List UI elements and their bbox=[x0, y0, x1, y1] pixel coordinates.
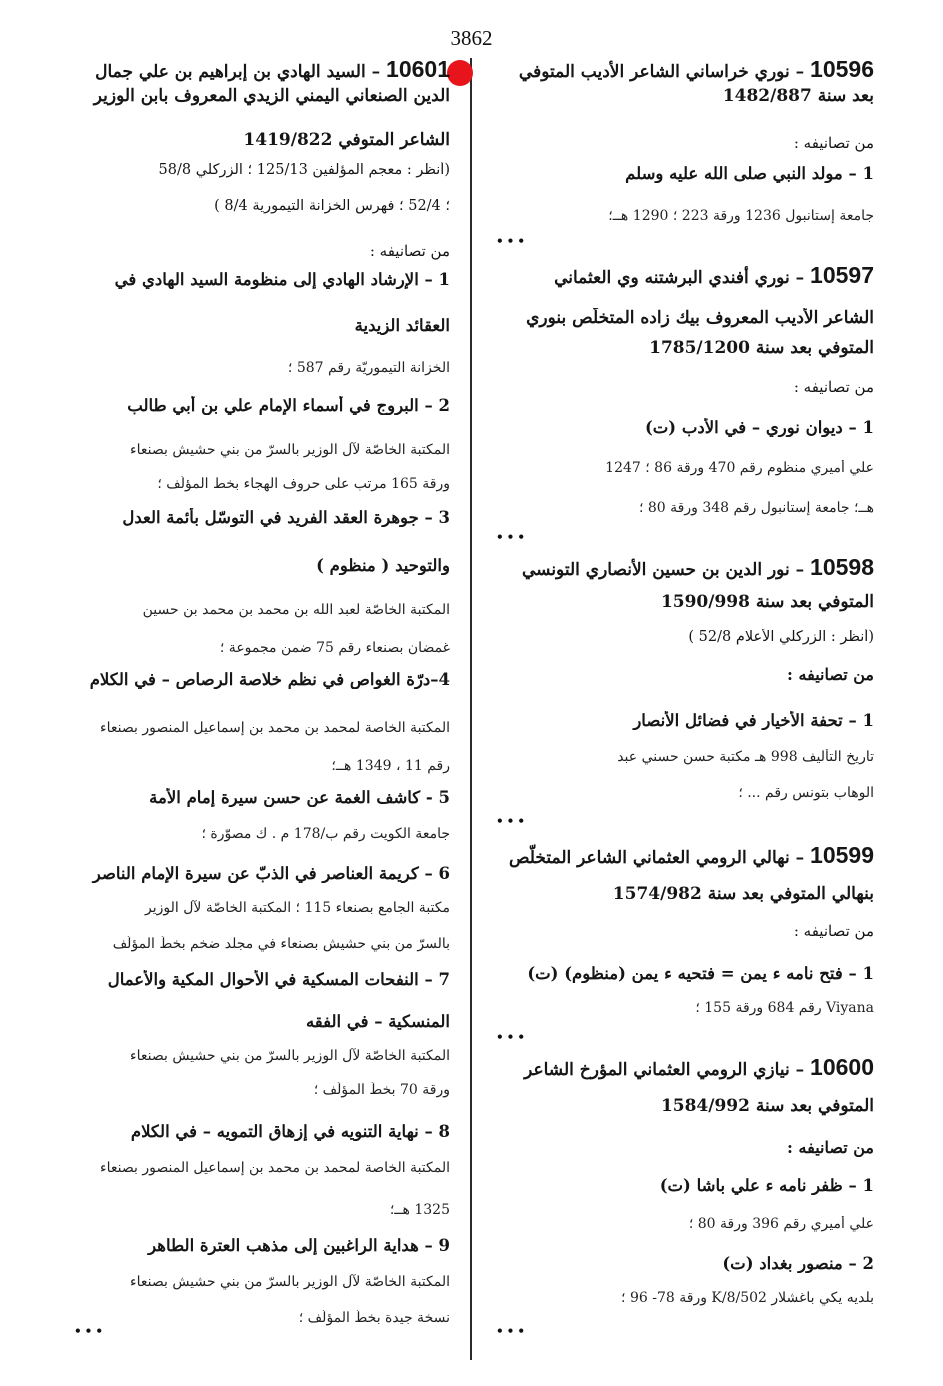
works-label: من تصانيفه : bbox=[787, 665, 874, 684]
entry-title: – نوري خراساني الشاعر الأديب المتوفي bbox=[518, 62, 811, 82]
manuscript-location: ورقة 70 بخطّ المؤلّف ؛ bbox=[313, 1082, 450, 1098]
manuscript-location: بلديه يكي باغشلار 8/502/K ورقة 78- 96 ؛ bbox=[621, 1290, 874, 1306]
entry-heading-continued: الشاعر الأديب المعروف بيك زاده المتخلّص بنوري bbox=[526, 308, 874, 328]
entry-heading-continued: الشاعر المتوفي 1419/822 bbox=[243, 130, 450, 150]
manuscript-location: 1325 هــ؛ bbox=[389, 1202, 450, 1218]
separator-dots: ••• bbox=[74, 1324, 107, 1338]
manuscript-location: علي أميري رقم 396 ورقة 80 ؛ bbox=[688, 1216, 874, 1232]
work-title: 2 – البروج في أسماء الإمام علي بن أبي طالب bbox=[127, 396, 450, 415]
manuscript-location: جامعة إستانبول 1236 ورقة 223 ؛ 1290 هــ؛ bbox=[608, 208, 874, 224]
work-title: 1 – فتح نامه ء يمن = فتحيه ء يمن (منظوم) (ت) bbox=[527, 964, 874, 983]
entry-number: 10597 bbox=[810, 262, 874, 288]
separator-dots: ••• bbox=[496, 234, 529, 248]
entry-number: 10600 bbox=[810, 1054, 874, 1080]
work-title: 8 – نهاية التنويه في إزهاق التمويه – في الكلام bbox=[130, 1122, 450, 1141]
manuscript-location: الخزانة التيموريّة رقم 587 ؛ bbox=[287, 360, 450, 376]
works-label: من تصانيفه : bbox=[787, 1138, 874, 1157]
separator-dots: ••• bbox=[496, 530, 529, 544]
work-title: 4–درّة الغواص في نظم خلاصة الرصاص – في الكلام bbox=[89, 670, 450, 689]
reference-note: (أنظر : الزركلي الأعلام 52/8 ) bbox=[688, 629, 874, 645]
separator-dots: ••• bbox=[496, 814, 529, 828]
manuscript-location: تاريخ التأليف 998 هـ مكتبة حسن حسني عبد bbox=[617, 749, 874, 765]
entry-title: – نيازي الرومي العثماني المؤرخ الشاعر bbox=[524, 1060, 811, 1080]
entry-number: 10599 bbox=[810, 842, 874, 868]
entry-heading-continued: المتوفي بعد سنة 1590/998 bbox=[660, 592, 874, 612]
work-title: 1 – ديوان نوري – في الأدب (ت) bbox=[644, 418, 874, 437]
manuscript-location: غمضان بصنعاء رقم 75 ضمن مجموعة ؛ bbox=[219, 640, 450, 656]
work-title: المنسكية – في الفقه bbox=[305, 1012, 450, 1031]
works-label: من تصانيفه : bbox=[793, 134, 874, 152]
entry-heading bbox=[496, 262, 874, 289]
manuscript-location: مكتبة الجامع بصنعاء 115 ؛ المكتبة الخاصّة لآل الوزير bbox=[145, 900, 450, 916]
entry-number: 10598 bbox=[810, 554, 874, 580]
reference-note: ؛ 52/4 ؛ فهرس الخزانة التيمورية 8/4 ) bbox=[214, 198, 450, 214]
reference-note: (أنظر : معجم المؤلفين 125/13 ؛ الزركلي 58/8 bbox=[158, 162, 450, 178]
manuscript-location: المكتبة الخاصّة لآل الوزير بالسرّ من بني حشيش بصنعاء bbox=[130, 1048, 450, 1064]
entry-heading bbox=[74, 56, 450, 83]
manuscript-location: Viyana رقم 684 ورقة 155 ؛ bbox=[695, 1000, 874, 1016]
manuscript-location: علي أميري منظوم رقم 470 ورقة 86 ؛ 1247 bbox=[605, 460, 874, 476]
manuscript-location: بالسرّ من بني حشيش بصنعاء في مجلد ضخم بخطّ المؤلّف bbox=[112, 936, 450, 952]
entry-title: – السيد الهادي بن إبراهيم بن علي جمال bbox=[95, 62, 387, 82]
entry-heading-continued: بعد سنة 1482/887 bbox=[722, 86, 874, 106]
entry-title: – نوري أفندي البرشتنه وي العثماني bbox=[554, 268, 811, 288]
work-title: 9 – هداية الراغبين إلى مذهب العترة الطاهر bbox=[148, 1236, 450, 1255]
work-title: 7 – النفحات المسكية في الأحوال المكية والأعمال bbox=[107, 970, 450, 989]
entry-heading bbox=[496, 56, 874, 83]
separator-dots: ••• bbox=[496, 1324, 529, 1338]
entry-title: – نهالي الرومي العثماني الشاعر المتخلّص bbox=[508, 848, 811, 868]
manuscript-location: المكتبة الخاصة لمحمد بن محمد بن إسماعيل المنصور بصنعاء bbox=[100, 1160, 450, 1176]
manuscript-location: المكتبة الخاصّة لآل الوزير بالسرّ من بني حشيش بصنعاء bbox=[130, 1274, 450, 1290]
manuscript-location: رقم 11 ، 1349 هــ؛ bbox=[331, 758, 450, 774]
column-divider bbox=[470, 58, 472, 1360]
works-label: من تصانيفه : bbox=[793, 378, 874, 396]
entry-heading-continued: المتوفي بعد سنة 1584/992 bbox=[660, 1096, 874, 1116]
manuscript-location: هــ؛ جامعة إستانبول رقم 348 ورقة 80 ؛ bbox=[638, 500, 874, 516]
separator-dots: ••• bbox=[496, 1030, 529, 1044]
entry-number: 10596 bbox=[810, 56, 874, 82]
manuscript-location: المكتبة الخاصة لمحمد بن محمد بن إسماعيل المنصور بصنعاء bbox=[100, 720, 450, 736]
work-title: 5 - كاشف الغمة عن حسن سيرة إمام الأمة bbox=[149, 788, 450, 807]
work-title: 1 – ظفر نامه ء علي باشا (ت) bbox=[659, 1176, 874, 1195]
works-label: من تصانيفه : bbox=[369, 242, 450, 260]
manuscript-location: المكتبة الخاصّة لآل الوزير بالسرّ من بني حشيش بصنعاء bbox=[130, 442, 450, 458]
entry-heading-continued: المتوفي بعد سنة 1785/1200 bbox=[649, 338, 874, 358]
entry-heading-continued: بنهالي المتوفي بعد سنة 1574/982 bbox=[612, 884, 874, 904]
entry-title: – نور الدين بن حسين الأنصاري التونسي bbox=[521, 560, 811, 580]
entry-heading bbox=[496, 842, 874, 869]
entry-heading bbox=[496, 554, 874, 581]
work-title: 3 – جوهرة العقد الفريد في التوسّل بأئمة العدل bbox=[122, 508, 450, 527]
manuscript-location: نسخة جيدة بخطّ المؤلّف ؛ bbox=[298, 1310, 450, 1326]
red-dot-marker bbox=[447, 60, 473, 86]
page-number: 3862 bbox=[450, 26, 493, 50]
work-title: العقائد الزيدية bbox=[354, 316, 450, 335]
manuscript-location: ورقة 165 مرتب على حروف الهجاء بخط المؤلّف ؛ bbox=[157, 476, 450, 492]
work-title: 1 – مولد النبي صلى الله عليه وسلم bbox=[625, 164, 874, 183]
works-label: من تصانيفه : bbox=[793, 922, 874, 940]
entry-number: 10601 bbox=[386, 56, 450, 82]
entry-heading-continued: الدين الصنعاني اليمني الزيدي المعروف بابن الوزير bbox=[93, 86, 450, 106]
work-title: 2 – منصور بغداد (ت) bbox=[722, 1254, 874, 1273]
entry-heading bbox=[496, 1054, 874, 1081]
manuscript-location: جامعة الكويت رقم ب/178 م . ك مصوّرة ؛ bbox=[201, 826, 450, 842]
work-title: 6 – كريمة العناصر في الذبّ عن سيرة الإمام الناصر bbox=[92, 864, 450, 883]
work-title: والتوحيد ( منظوم ) bbox=[316, 556, 450, 575]
manuscript-location: الوهاب بتونس رقم ... ؛ bbox=[738, 785, 874, 801]
work-title: 1 – تحفة الأخيار في فضائل الأنصار bbox=[633, 711, 874, 730]
work-title: 1 – الإرشاد الهادي إلى منظومة السيد الهادي في bbox=[114, 270, 450, 289]
manuscript-location: المكتبة الخاصّة لعبد الله بن محمد بن محمد بن حسين bbox=[142, 602, 450, 618]
